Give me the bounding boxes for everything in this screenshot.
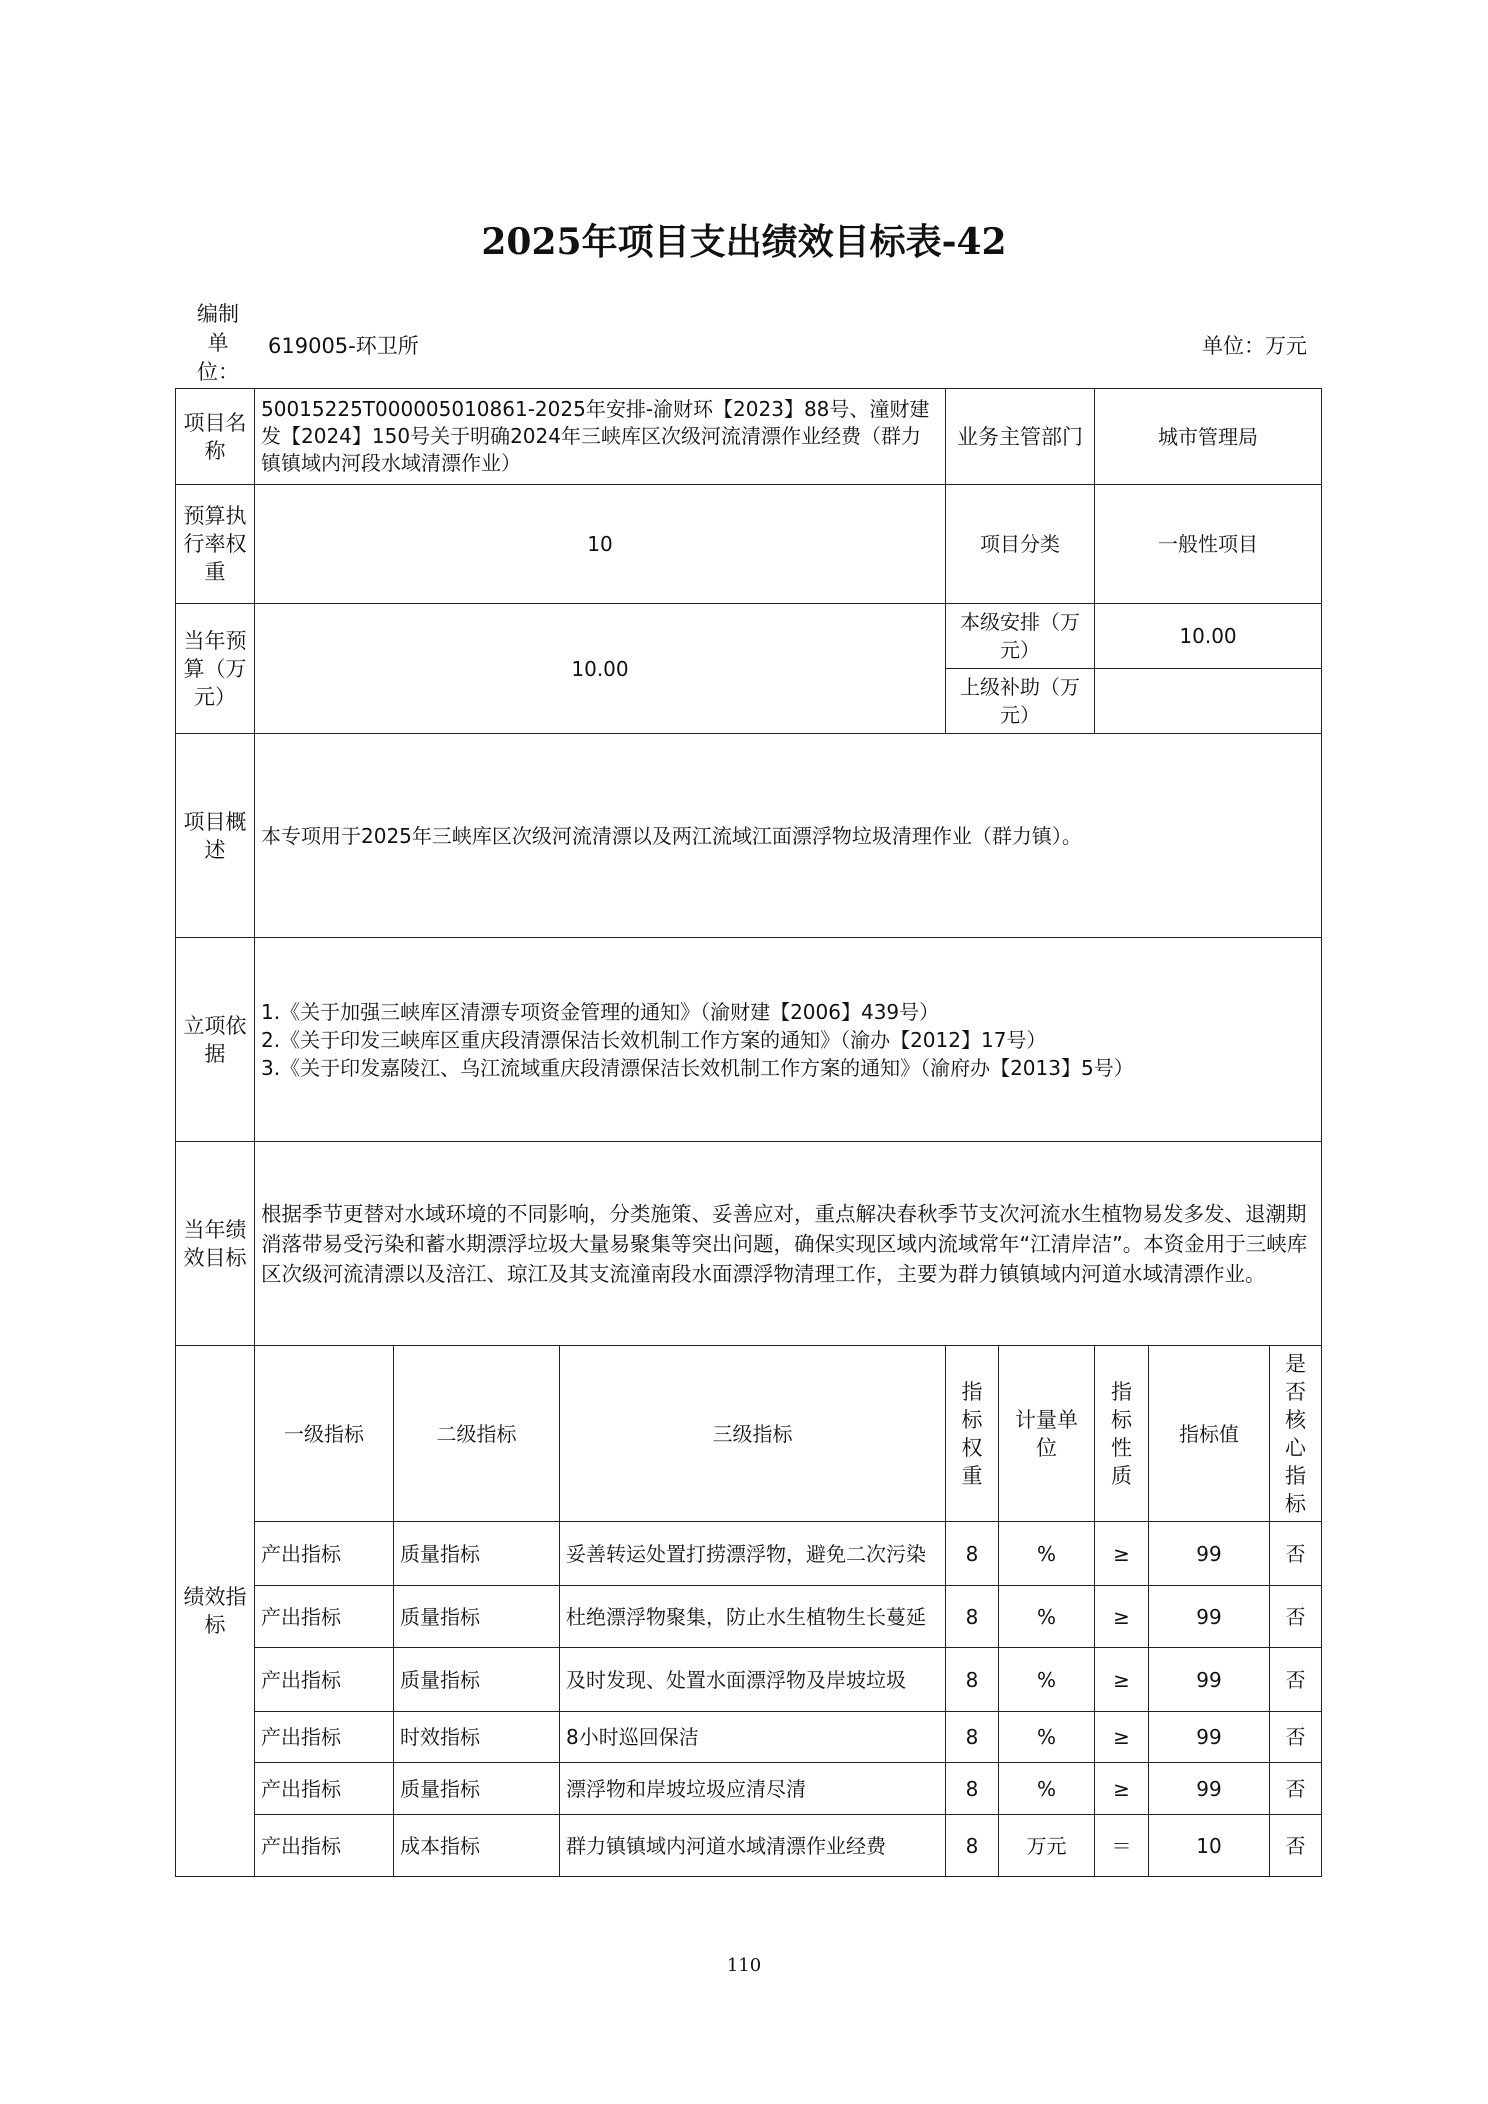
header-value: 指标值 — [1149, 1346, 1270, 1522]
basis-item: 2.《关于印发三峡库区重庆段清漂保洁长效机制工作方案的通知》（渝办【2012】17号） — [261, 1027, 1047, 1052]
org-value: 619005-环卫所 — [268, 334, 419, 358]
header-nature: 指标性质 — [1095, 1346, 1149, 1522]
budget-label: 当年预算（万元） — [176, 604, 255, 734]
header-unit: 计量单位 — [999, 1346, 1095, 1522]
goal-label: 当年绩效目标 — [176, 1142, 255, 1346]
table-row — [176, 1815, 1322, 1877]
dept-label: 业务主管部门 — [946, 389, 1095, 485]
header-level1: 一级指标 — [255, 1346, 394, 1522]
indicator-unit: % — [999, 1712, 1095, 1763]
org-label: 编制单位： — [197, 302, 239, 384]
indicator-value: 10 — [1149, 1815, 1270, 1877]
table-row — [176, 1763, 1322, 1815]
goal-value: 根据季节更替对水域环境的不同影响，分类施策、妥善应对，重点解决春秋季节支次河流水生植物易发多发、退潮期消落带易受污染和蓄水期漂浮垃圾大量易聚集等突出问题，确保实现区域内流域常年“江清岸洁”。本资金用于三峡库区次级河流清漂以及涪江、琼江及其支流潼南段水面漂浮物清理工作，主要为群力镇镇域内河道水域清漂作业。 — [255, 1142, 1322, 1346]
header-level3: 三级指标 — [560, 1346, 946, 1522]
project-name-label: 项目名称 — [176, 389, 255, 485]
indicator-l3: 群力镇镇域内河道水域清漂作业经费 — [560, 1815, 946, 1877]
local-value: 10.00 — [1095, 604, 1322, 669]
indicator-l2: 质量指标 — [394, 1586, 560, 1648]
indicator-nature: ≥ — [1095, 1648, 1149, 1712]
indicator-unit: % — [999, 1648, 1095, 1712]
indicator-l1: 产出指标 — [255, 1763, 394, 1815]
indicator-l3: 妥善转运处置打捞漂浮物，避免二次污染 — [560, 1522, 946, 1586]
indicator-unit: % — [999, 1586, 1095, 1648]
indicator-l1: 产出指标 — [255, 1712, 394, 1763]
indicator-l1: 产出指标 — [255, 1522, 394, 1586]
indicator-value: 99 — [1149, 1763, 1270, 1815]
table-row — [176, 1586, 1322, 1648]
budget-value: 10.00 — [255, 604, 946, 734]
indicator-value: 99 — [1149, 1648, 1270, 1712]
performance-target-table — [175, 388, 1322, 1877]
local-label: 本级安排（万元） — [946, 604, 1095, 669]
indicator-weight: 8 — [946, 1648, 999, 1712]
weight-value: 10 — [255, 485, 946, 604]
page-number: 110 — [726, 1955, 762, 1976]
indicator-l2: 质量指标 — [394, 1648, 560, 1712]
overview-value: 本专项用于2025年三峡库区次级河流清漂以及两江流域江面漂浮物垃圾清理作业（群力镇）。 — [255, 734, 1322, 938]
indicator-nature: ＝ — [1095, 1815, 1149, 1877]
indicator-core: 否 — [1270, 1586, 1322, 1648]
indicator-value: 99 — [1149, 1522, 1270, 1586]
category-value: 一般性项目 — [1095, 485, 1322, 604]
table-row — [176, 1712, 1322, 1763]
subsidy-label: 上级补助（万元） — [946, 669, 1095, 734]
indicator-l2: 质量指标 — [394, 1763, 560, 1815]
indicator-nature: ≥ — [1095, 1763, 1149, 1815]
subsidy-value — [1095, 669, 1322, 734]
indicator-weight: 8 — [946, 1586, 999, 1648]
indicator-l1: 产出指标 — [255, 1648, 394, 1712]
table-row — [176, 1648, 1322, 1712]
indicator-weight: 8 — [946, 1522, 999, 1586]
header-core: 是否核心指标 — [1270, 1346, 1322, 1522]
indicator-core: 否 — [1270, 1648, 1322, 1712]
basis-item: 3.《关于印发嘉陵江、乌江流域重庆段清漂保洁长效机制工作方案的通知》（渝府办【2013】5号） — [261, 1055, 1134, 1080]
unit-label: 单位：万元 — [1202, 334, 1307, 358]
indicator-value: 99 — [1149, 1712, 1270, 1763]
indicator-l3: 及时发现、处置水面漂浮物及岸坡垃圾 — [560, 1648, 946, 1712]
indicator-l1: 产出指标 — [255, 1586, 394, 1648]
indicator-nature: ≥ — [1095, 1712, 1149, 1763]
indicator-weight: 8 — [946, 1815, 999, 1877]
page-title: 2025年项目支出绩效目标表-42 — [481, 221, 1007, 263]
indicator-l3: 漂浮物和岸坡垃圾应清尽清 — [560, 1763, 946, 1815]
indicator-core: 否 — [1270, 1712, 1322, 1763]
indicator-unit: 万元 — [999, 1815, 1095, 1877]
project-name-value: 50015225T000005010861-2025年安排-渝财环【2023】88号、潼财建发【2024】150号关于明确2024年三峡库区次级河流清漂作业经费（群力镇镇域内河段水域清漂作业） — [255, 389, 946, 485]
basis-item: 1.《关于加强三峡库区清漂专项资金管理的通知》（渝财建【2006】439号） — [261, 999, 940, 1024]
dept-value: 城市管理局 — [1095, 389, 1322, 485]
header-weight: 指标权重 — [946, 1346, 999, 1522]
indicator-unit: % — [999, 1763, 1095, 1815]
header-level2: 二级指标 — [394, 1346, 560, 1522]
indicator-l3: 杜绝漂浮物聚集，防止水生植物生长蔓延 — [560, 1586, 946, 1648]
indicators-label: 绩效指标 — [176, 1346, 255, 1877]
indicator-unit: % — [999, 1522, 1095, 1586]
indicator-nature: ≥ — [1095, 1522, 1149, 1586]
category-label: 项目分类 — [946, 485, 1095, 604]
indicator-l2: 时效指标 — [394, 1712, 560, 1763]
indicator-l2: 成本指标 — [394, 1815, 560, 1877]
indicator-weight: 8 — [946, 1712, 999, 1763]
indicator-l2: 质量指标 — [394, 1522, 560, 1586]
indicator-l3: 8小时巡回保洁 — [560, 1712, 946, 1763]
table-row — [176, 1522, 1322, 1586]
indicator-core: 否 — [1270, 1763, 1322, 1815]
basis-label: 立项依据 — [176, 938, 255, 1142]
indicator-l1: 产出指标 — [255, 1815, 394, 1877]
basis-list — [255, 938, 1322, 1142]
indicator-core: 否 — [1270, 1522, 1322, 1586]
indicator-value: 99 — [1149, 1586, 1270, 1648]
indicator-weight: 8 — [946, 1763, 999, 1815]
overview-label: 项目概述 — [176, 734, 255, 938]
weight-label: 预算执行率权重 — [176, 485, 255, 604]
indicator-core: 否 — [1270, 1815, 1322, 1877]
indicator-nature: ≥ — [1095, 1586, 1149, 1648]
